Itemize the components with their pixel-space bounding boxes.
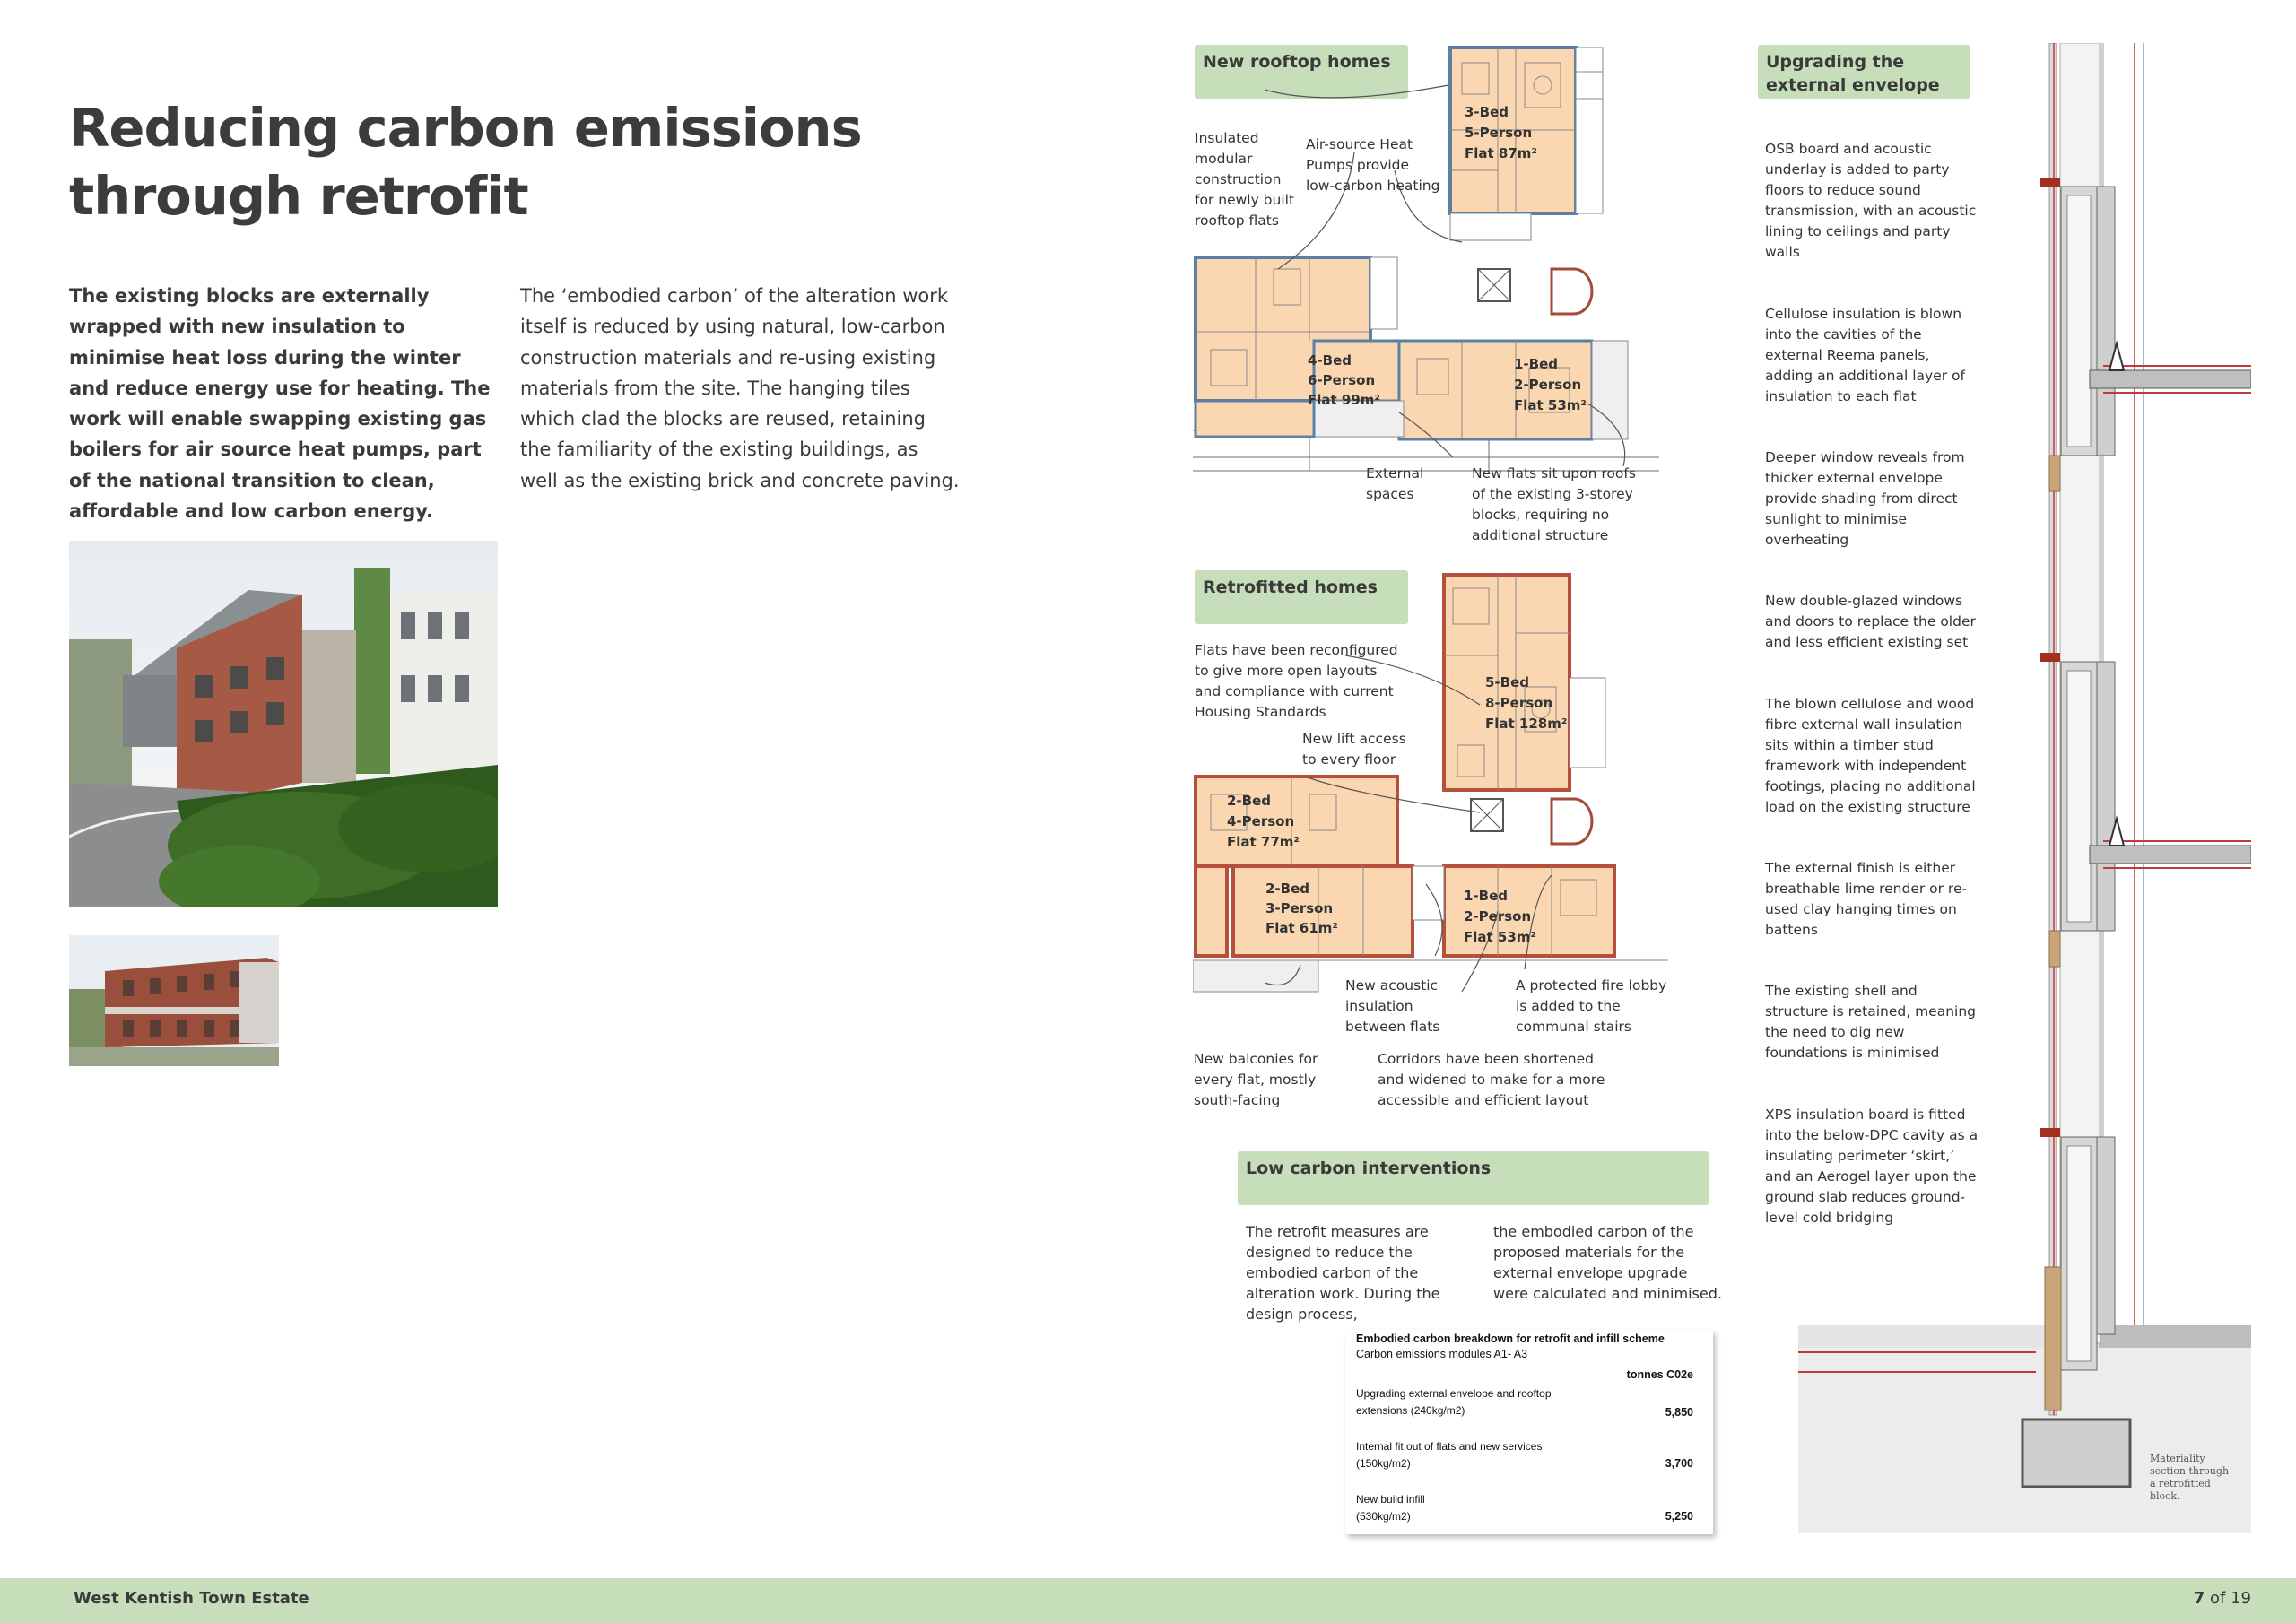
retrofit-note-reconfigured: Flats have been reconfigured to give more open layouts and compliance with current Housing Standards: [1195, 642, 1398, 720]
retrofit-note-fire: A protected fire lobby is added to the communal stairs: [1516, 977, 1667, 1035]
rooftop-flat-3-beds: 1-Bed: [1514, 356, 1559, 372]
svg-text:2-Person: [1464, 908, 1531, 924]
svg-text:2-Person: [1514, 377, 1581, 393]
table-row-1-line2: extensions (240kg/m2): [1356, 1404, 1465, 1417]
page-number-current: 7: [2193, 1589, 2205, 1608]
retrofit-note-corridors: Corridors have been shortened and widened to make for a more accessible and efficient layout: [1378, 1051, 1605, 1108]
rooftop-note-external: External spaces: [1366, 465, 1424, 502]
rooftop-flat-1-area: Flat 87m²: [1465, 145, 1537, 161]
low-carbon-heading: Low carbon interventions: [1238, 1151, 1709, 1205]
rooftop-homes-heading: New rooftop homes: [1195, 45, 1408, 99]
section-caption: Materiality section through a retrofitted block.: [2150, 1453, 2230, 1502]
svg-text:Flat 53m²: [1464, 929, 1536, 945]
intro-bold-paragraph: The existing blocks are externally wrapped with new insulation to minimise heat loss during the winter and reduce energy use for heating. The work will enable swapping existing gas boilers for air source heat pumps, part of the national transition to clean, affordable and low carbon energy.: [69, 285, 491, 523]
envelope-heading: Upgrading the external envelope: [1758, 45, 1970, 99]
low-carbon-text-col2: the embodied carbon of the proposed materials for the external envelope upgrade were calculated and minimised.: [1493, 1223, 1722, 1302]
rooftop-note-roofs: New flats sit upon roofs of the existing 3-storey blocks, requiring no additional structure: [1472, 465, 1636, 543]
svg-text:Flat 53m²: [1514, 397, 1587, 413]
envelope-note-7: The existing shell and structure is retained, meaning the need to dig new foundations is minimised: [1765, 983, 1977, 1061]
retrofit-note-lift: New lift access to every floor: [1302, 731, 1406, 768]
svg-text:6-Person: [1308, 372, 1375, 388]
retrofit-flat-3-beds: 2-Bed: [1265, 881, 1310, 897]
page-number: [2194, 1589, 2251, 1608]
table-row-1-value: 5,850: [1665, 1406, 1693, 1419]
retrofit-note-balconies: New balconies for every flat, mostly south-facing: [1194, 1051, 1318, 1108]
retrofit-flat-4-beds: 1-Bed: [1464, 888, 1509, 904]
envelope-note-8: XPS insulation board is fitted into the below-DPC cavity as a insulating perimeter ‘skirt,’ and an Aerogel layer upon the ground slab reduces ground-level cold bridging: [1765, 1107, 1979, 1226]
svg-text:8-Person: [1485, 695, 1552, 711]
retrofit-render-photo: [69, 541, 498, 907]
retrofit-flat-4-persons: 2-Person: [1464, 908, 1532, 924]
svg-text:Flat 87m²: [1465, 145, 1537, 161]
rooftop-flat-1-beds: 3-Bed: [1465, 104, 1509, 120]
rooftop-note-modular: Insulated modular construction for newly built rooftop flats: [1195, 130, 1295, 229]
table-row-2-line1: Internal fit out of flats and new services: [1356, 1440, 1543, 1453]
svg-text:2-Bed: [1265, 881, 1309, 897]
rooftop-flat-2-beds: 4-Bed: [1308, 352, 1352, 369]
rooftop-flat-3-persons: 2-Person: [1514, 377, 1582, 393]
embodied-carbon-table: [1345, 1330, 1713, 1534]
svg-text:Flat 99m²: [1308, 392, 1380, 408]
table-subtitle: Carbon emissions modules A1- A3: [1356, 1348, 1528, 1360]
retrofit-flat-1-beds: 5-Bed: [1485, 674, 1530, 690]
svg-text:1-Bed: [1464, 888, 1508, 904]
retrofit-flat-2-persons: 4-Person: [1227, 813, 1295, 829]
title-line-2: through retrofit: [69, 165, 528, 227]
table-row-2-label: [1356, 1438, 1598, 1472]
retrofit-note-acoustic: New acoustic insulation between flats: [1345, 977, 1440, 1035]
footer-bar: [0, 1578, 2296, 1623]
envelope-note-6: The external finish is either breathable lime render or re-used clay hanging times on battens: [1765, 860, 1968, 938]
rooftop-flat-2-persons: 6-Person: [1308, 372, 1376, 388]
title-line-1: Reducing carbon emissions: [69, 97, 862, 159]
rooftop-floor-plan: [1193, 45, 1668, 475]
table-row-1-line1: Upgrading external envelope and rooftop: [1356, 1387, 1552, 1400]
retrofit-floor-plan: [1193, 570, 1668, 1001]
rooftop-flat-3-area: Flat 53m²: [1514, 397, 1587, 413]
page-number-total: of 19: [2210, 1589, 2251, 1608]
retrofit-flat-2-beds: 2-Bed: [1227, 793, 1272, 809]
table-unit-header: tonnes C02e: [1626, 1368, 1693, 1381]
footer-estate-name: West Kentish Town Estate: [74, 1589, 309, 1608]
table-row-2-value: 3,700: [1665, 1457, 1693, 1470]
table-row-3-line2: (530kg/m2): [1356, 1510, 1411, 1523]
envelope-note-5: The blown cellulose and wood fibre external wall insulation sits within a timber stud framework with independent footings, placing no additional load on the existing structure: [1765, 696, 1976, 815]
envelope-note-4: New double-glazed windows and doors to replace the older and less efficient existing set: [1765, 593, 1976, 650]
table-row-3-line1: New build infill: [1356, 1493, 1425, 1506]
table-row-3-value: 5,250: [1665, 1510, 1693, 1523]
retrofit-flat-1-area: Flat 128m²: [1485, 716, 1568, 732]
wall-section-drawing: [1794, 43, 2251, 1533]
svg-text:1-Bed: [1514, 356, 1558, 372]
svg-text:Flat 77m²: [1227, 834, 1300, 850]
existing-block-photo: [69, 935, 279, 1066]
svg-text:4-Person: [1227, 813, 1294, 829]
table-row-3-label: [1356, 1491, 1598, 1525]
low-carbon-text-col1: The retrofit measures are designed to reduce the embodied carbon of the alteration work. During the design process,: [1246, 1223, 1440, 1323]
svg-text:5-Bed: [1485, 674, 1529, 690]
table-row-2-line2: (150kg/m2): [1356, 1457, 1411, 1470]
svg-text:3-Person: [1265, 900, 1333, 916]
svg-text:4-Bed: [1308, 352, 1352, 369]
svg-text:Flat 61m²: [1265, 920, 1338, 936]
envelope-note-1: OSB board and acoustic underlay is added to party floors to reduce sound transmission, with an acoustic lining to ceilings and party walls: [1765, 141, 1977, 260]
envelope-note-2: Cellulose insulation is blown into the cavities of the external Reema panels, adding an additional layer of insulation to each flat: [1765, 306, 1965, 404]
svg-text:3-Bed: [1465, 104, 1509, 120]
rooftop-note-heat-pumps: Air-source Heat Pumps provide low-carbon heating: [1306, 136, 1440, 194]
retrofit-flat-2-area: Flat 77m²: [1227, 834, 1300, 850]
rooftop-flat-2-area: Flat 99m²: [1308, 392, 1380, 408]
envelope-note-3: Deeper window reveals from thicker external envelope provide shading from direct sunlight to minimise overheating: [1765, 449, 1965, 548]
retrofit-flat-3-area: Flat 61m²: [1265, 920, 1338, 936]
retrofit-flat-3-persons: 3-Person: [1265, 900, 1334, 916]
table-title: Embodied carbon breakdown for retrofit and infill scheme: [1356, 1332, 1665, 1345]
retrofit-flat-1-persons: 8-Person: [1485, 695, 1553, 711]
table-row-1-label: [1356, 1385, 1598, 1419]
svg-text:2-Bed: [1227, 793, 1271, 809]
page-title: [69, 94, 876, 230]
svg-text:Flat 128m²: [1485, 716, 1567, 732]
rooftop-flat-1-persons: 5-Person: [1465, 125, 1533, 141]
retrofitted-homes-heading: Retrofitted homes: [1195, 570, 1408, 624]
svg-text:5-Person: [1465, 125, 1532, 141]
intro-paragraph: The ‘embodied carbon’ of the alteration work itself is reduced by using natural, low-carbon construction materials and re-using existing materials from the site. The hanging tiles which clad the blocks are reused, retaining the familiarity of the existing buildings, as well as the existing brick and concrete paving.: [520, 285, 960, 491]
retrofit-flat-4-area: Flat 53m²: [1464, 929, 1536, 945]
